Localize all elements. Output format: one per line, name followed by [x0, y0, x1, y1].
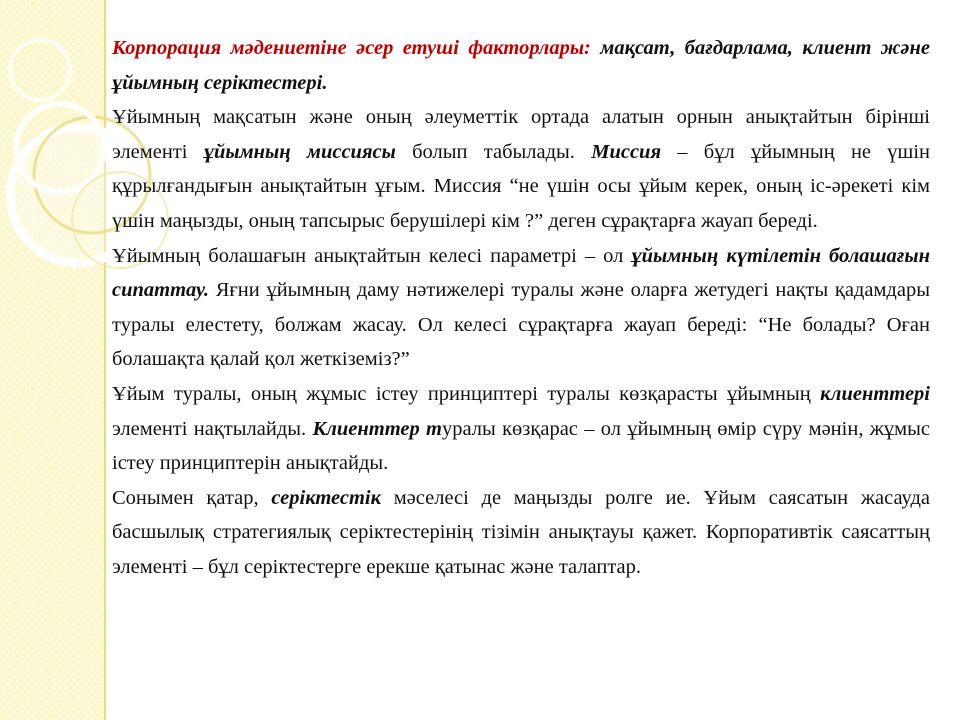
paragraph-text: элементі нақтылайды.	[112, 417, 313, 440]
emphasis-term: серіктестік	[271, 486, 381, 509]
paragraph-future	[112, 239, 930, 377]
paragraph-text: Ұйымның мақсатын және оның әлеуметтік ортада алатын орнын анықтайтын бірінші элементі	[112, 106, 930, 163]
slide-heading	[112, 31, 930, 100]
paragraph-text: мәселесі де маңызды ролге ие. Ұйым саясатын жасауда басшылық стратегиялық серіктестерінің тізімін анықтауы қажет. Корпоративтік саясаттың элементі – бұл серіктестерге ерекше қатынас және талаптар.	[112, 486, 931, 578]
emphasis-term: т	[426, 417, 442, 440]
paragraph-text: уралы көзқарас – ол ұйымның өмір сүру мәнін, жұмыс істеу принциптерін анықтайды.	[112, 417, 931, 475]
paragraph-clients	[112, 377, 930, 481]
paragraph-mission	[112, 100, 930, 238]
heading-red-part: Корпорация мәдениетіне әсер етуші факторлары:	[112, 37, 591, 59]
paragraph-text: – бұл ұйымның не үшін құрылғандығын анықтайтын ұғым. Миссия “не үшін осы ұйым керек, оның іс-әрекеті кім үшін маңызды, оның тапсырыс берушілері кім ?” деген сұрақтарға жауап береді.	[112, 140, 930, 232]
emphasis-term: Клиенттер	[312, 417, 420, 440]
paragraph-text: Ұйым туралы, оның жұмыс істеу принциптері туралы көзқарасты ұйымның	[112, 382, 821, 405]
paragraph-text: Яғни ұйымның даму нәтижелері туралы және оларға жетудегі нақты қадамдары туралы елестету, болжам жасау. Ол келесі сұрақтарға жауап береді: “Не болады? Оған болашақта қалай қол жеткіземіз?”	[112, 279, 930, 371]
emphasis-term: клиенттері	[820, 382, 930, 405]
emphasis-term: ұйымның күтілетін болашағын сипаттау.	[112, 244, 930, 302]
slide-text-body	[112, 31, 930, 585]
paragraph-text: болып табылады.	[395, 140, 592, 163]
paragraph-text: Сонымен қатар,	[112, 486, 272, 509]
emphasis-term: Миссия	[591, 140, 662, 163]
paragraph-partnership	[112, 481, 930, 585]
heading-rest-part: мақсат, бағдарлама, клиент және ұйымның серіктестері.	[112, 37, 930, 94]
emphasis-term: ұйымның миссиясы	[203, 140, 396, 163]
paragraph-text: Ұйымның болашағын анықтайтын келесі параметрі – ол	[112, 244, 632, 267]
